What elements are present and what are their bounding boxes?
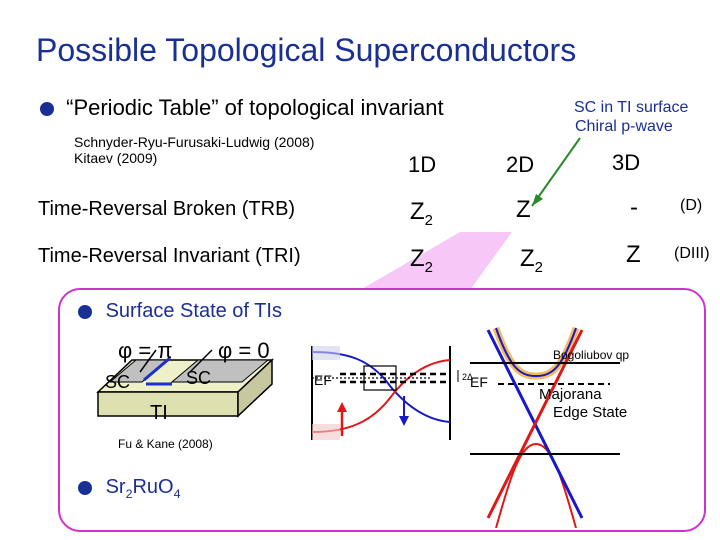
row-label-tri: Time-Reversal Invariant (TRI) (38, 245, 301, 267)
ref-line-1: Schnyder-Ryu-Furusaki-Ludwig (2008) (74, 134, 315, 150)
bullet-dot (78, 305, 92, 319)
bullet-surface-state (78, 300, 282, 323)
band-bending-diagram (300, 346, 480, 446)
row-label-trb: Time-Reversal Broken (TRB) (38, 198, 296, 220)
bullet-dot (40, 102, 54, 116)
header-3d: 3D (612, 150, 641, 175)
cell-tri-1d: $Z_2$ (410, 245, 433, 276)
callout-line-1: SC in TI surface (574, 99, 689, 116)
sc-left-label: SC (105, 372, 131, 392)
callout-line-2: Chiral p-wave (575, 118, 673, 135)
cell-trb-3d: - (630, 194, 638, 221)
bullet-sr2ruo4: $Sr_2RuO_4$ (78, 476, 181, 501)
surface-state-text: Surface State of TIs (105, 300, 282, 322)
page-title: Possible Topological Superconductors (36, 32, 577, 68)
class-d: (D) (680, 197, 703, 214)
references (74, 134, 314, 166)
delta-label: 2Δ (462, 372, 474, 382)
ref-line-2: Kitaev (2009) (74, 150, 158, 166)
bogoliubov-label: Bogoliubov qp (553, 348, 630, 362)
cell-tri-3d: Z (626, 241, 641, 268)
majorana-label: Majorana Edge State (539, 386, 628, 421)
class-diii: (DIII) (674, 245, 710, 262)
header-2d: 2D (506, 152, 535, 177)
cell-trb-1d: $Z_2$ (410, 198, 433, 229)
fu-kane-ref: Fu & Kane (2008) (118, 437, 213, 451)
cell-tri-2d: $Z_2$ (520, 245, 543, 276)
callout-label (574, 98, 688, 136)
phi-right: φ = 0 (218, 338, 270, 363)
cell-trb-2d: Z (516, 196, 531, 223)
bullet-text: “Periodic Table” of topological invariant (66, 95, 444, 120)
phi-left: φ = π (118, 338, 173, 363)
ef-label-1: EF (314, 372, 332, 388)
ef-label-2: EF (470, 374, 488, 390)
ti-label: TI (150, 402, 168, 424)
sc-right-label: SC (186, 368, 212, 388)
bullet-dot (78, 481, 92, 495)
bullet-periodic-table (40, 95, 444, 121)
header-1d: 1D (408, 152, 437, 177)
